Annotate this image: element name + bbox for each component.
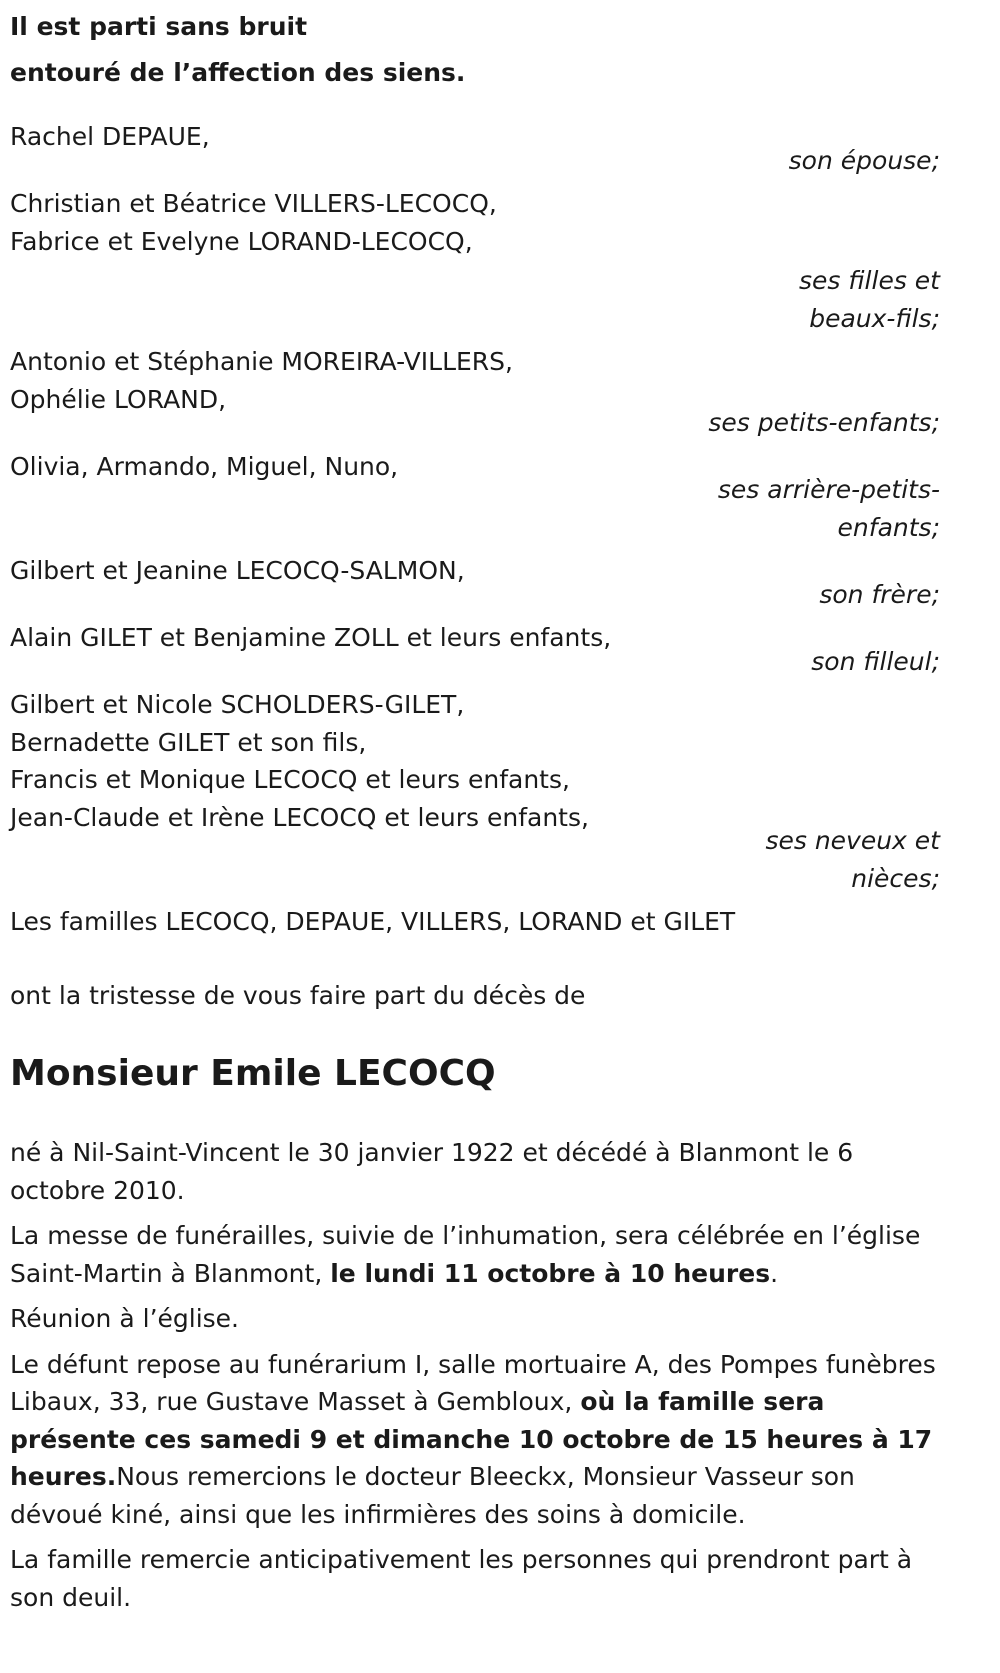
family-group-godson — [10, 619, 990, 680]
mass-text: La messe de funérailles, suivie de l’inhumation, sera célébrée en l’église Saint-Martin à Blanmont, — [10, 1221, 921, 1288]
family-group-spouse — [10, 118, 990, 179]
intro-line-1: Il est parti sans bruit — [10, 12, 308, 41]
family-group-grandchildren — [10, 343, 990, 442]
family-group-brother — [10, 552, 990, 613]
deceased-name: Monsieur Emile LECOCQ — [10, 1053, 496, 1094]
family-role: ses arrière-petits- — [717, 475, 940, 504]
family-role: beaux-fils; — [809, 303, 940, 333]
family-name: Gilbert et Nicole SCHOLDERS-GILET, — [10, 690, 465, 719]
family-role: enfants; — [837, 512, 940, 542]
family-name: Bernadette GILET et son fils, — [10, 727, 367, 757]
family-name: Rachel DEPAUE, — [10, 122, 210, 151]
family-role: son filleul; — [811, 646, 940, 676]
mass-end: . — [770, 1258, 779, 1288]
thanks-text: La famille remercie anticipativement les personnes qui prendront part à son deuil. — [10, 1545, 913, 1612]
family-group-nephews — [10, 686, 990, 897]
family-name: Ophélie LORAND, — [10, 384, 227, 414]
family-name: Alain GILET et Benjamine ZOLL et leurs enfants, — [10, 623, 612, 652]
rest-text: Le défunt repose au funérarium I, salle mortuaire A, des Pompes funèbres Libaux, 33, rue Gustave Masset à Gembloux, — [10, 1349, 936, 1416]
family-role: son épouse; — [788, 145, 940, 175]
announcement-text: ont la tristesse de vous faire part du décès de — [10, 980, 586, 1010]
family-name: Jean-Claude et Irène LECOCQ et leurs enfants, — [10, 802, 589, 832]
birth-death-text: né à Nil-Saint-Vincent le 30 janvier 1922 et décédé à Blanmont le 6 octobre 2010. — [10, 1138, 854, 1205]
families-line: Les familles LECOCQ, DEPAUE, VILLERS, LORAND et GILET — [10, 907, 736, 936]
funeral-home-paragraph — [10, 1346, 940, 1534]
family-role: nièces; — [851, 863, 940, 893]
family-name: Fabrice et Evelyne LORAND-LECOCQ, — [10, 226, 473, 256]
mass-date: le lundi 11 octobre à 10 heures — [330, 1258, 771, 1288]
meeting-text: Réunion à l’église. — [10, 1304, 240, 1333]
family-name: Christian et Béatrice VILLERS-LECOCQ, — [10, 189, 497, 218]
family-name: Antonio et Stéphanie MOREIRA-VILLERS, — [10, 347, 513, 376]
family-name: Olivia, Armando, Miguel, Nuno, — [10, 451, 399, 481]
family-name: Gilbert et Jeanine LECOCQ-SALMON, — [10, 556, 465, 585]
rest-thanks: Nous remercions le docteur Bleeckx, Monsieur Vasseur son dévoué kiné, ainsi que les infirmières des soins à domicile. — [10, 1462, 855, 1529]
visiting-hours: où la famille sera présente ces samedi 9 et dimanche 10 octobre de 15 heures à 17 heures. — [10, 1387, 933, 1491]
family-role: ses petits-enfants; — [708, 408, 940, 437]
family-role: ses filles et — [799, 266, 940, 295]
family-group-daughters — [10, 185, 990, 337]
family-group-great-grandchildren — [10, 448, 990, 547]
intro-line-2: entouré de l’affection des siens. — [10, 58, 466, 87]
family-role: ses neveux et — [765, 826, 940, 855]
funeral-mass-paragraph — [10, 1217, 940, 1292]
family-role: son frère; — [819, 579, 940, 609]
intro — [10, 4, 990, 96]
family-name: Francis et Monique LECOCQ et leurs enfants, — [10, 765, 570, 794]
